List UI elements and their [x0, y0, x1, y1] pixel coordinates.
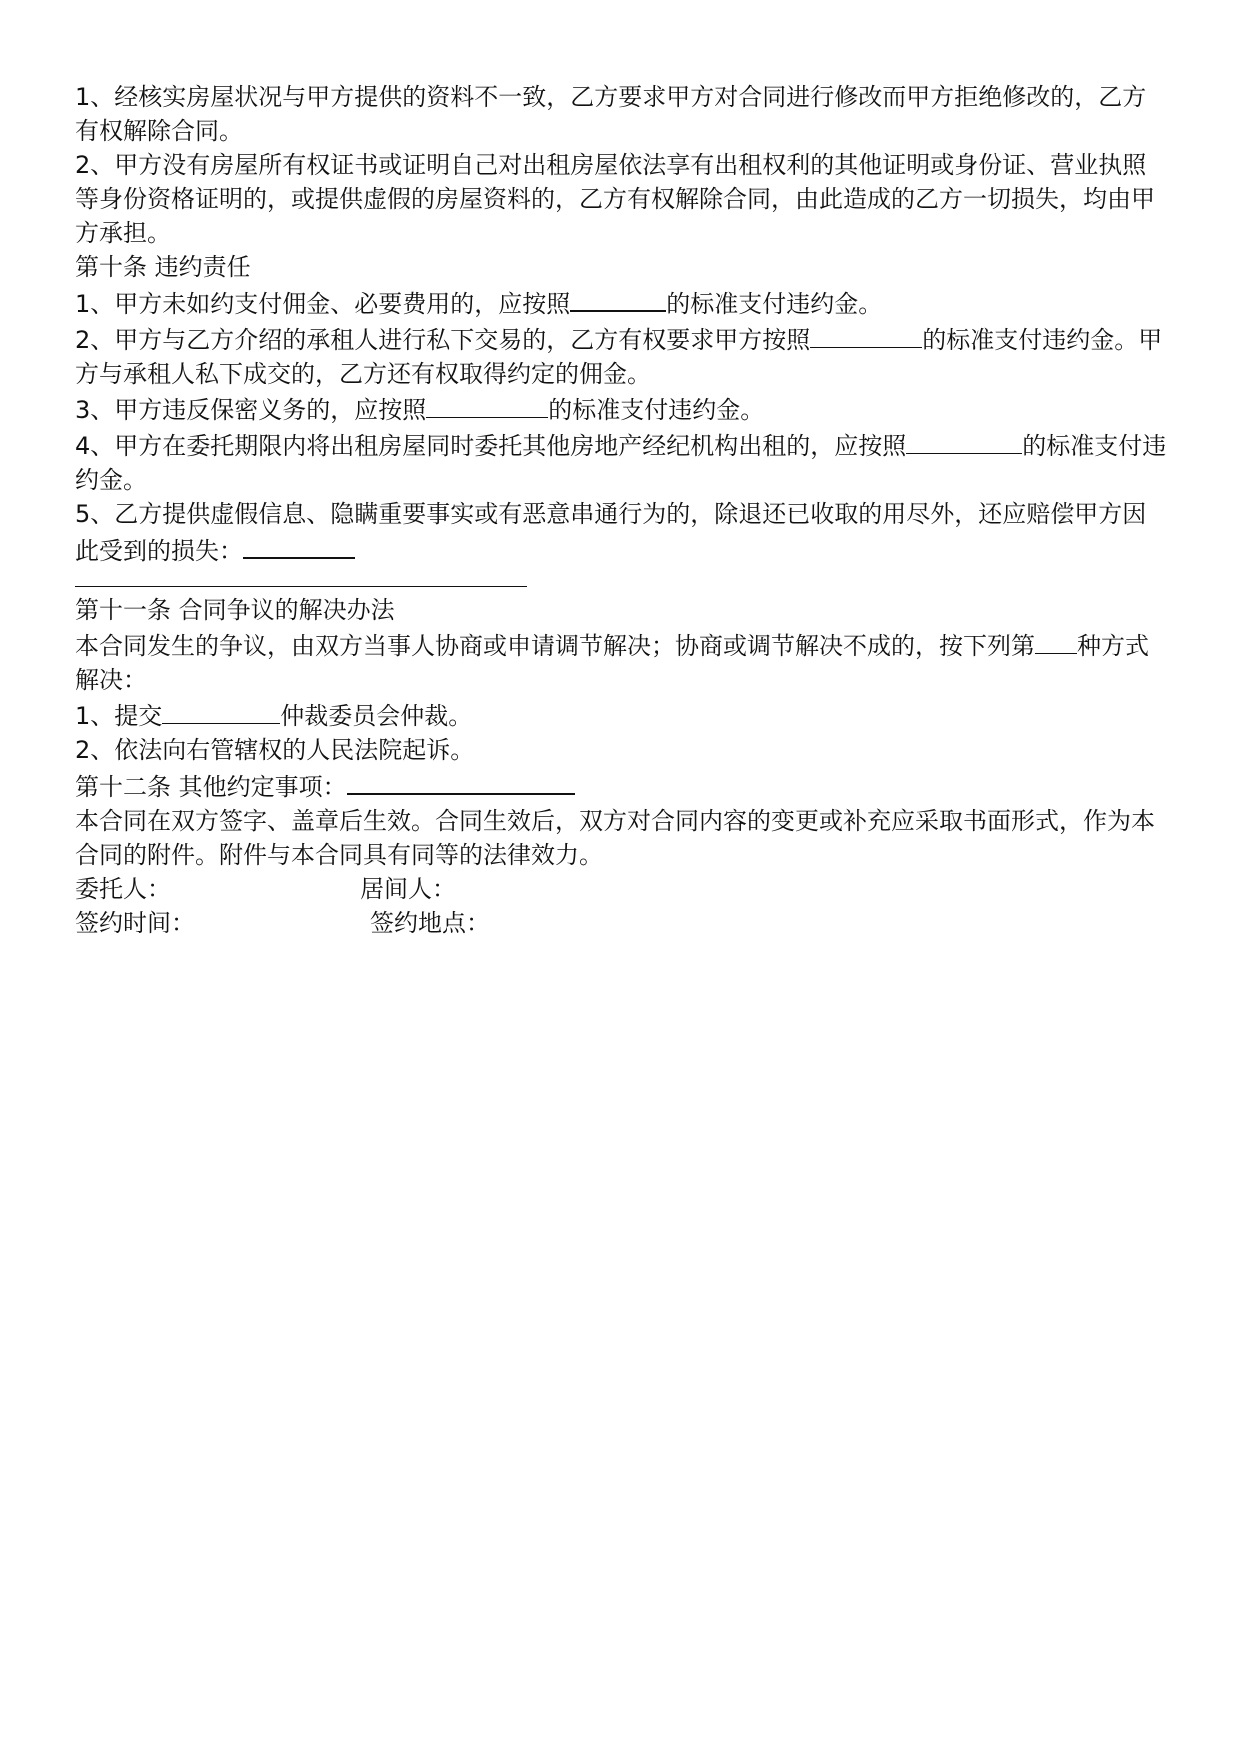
article-11-item-1: [75, 697, 1170, 733]
article-10-item-4-suffix: 的标准支付违约金。: [75, 432, 1167, 494]
fill-blank-line: [810, 321, 922, 348]
fill-blank-line: [1035, 627, 1077, 654]
article-10-item-1: [75, 284, 1170, 321]
article-10-item-4-text: 4、甲方在委托期限内将出租房屋同时委托其他房地产经纪机构出租的，应按照: [75, 432, 907, 460]
article-10-item-4: [75, 427, 1170, 497]
article-10-item-1-suffix: 的标准支付违约金。: [666, 290, 883, 318]
article-12-title: [75, 767, 1170, 804]
fill-blank-line: [426, 391, 548, 418]
article-10-title: 第十条 违约责任: [75, 253, 251, 281]
article-11-intro-suffix: 种方式解决：: [75, 632, 1149, 694]
article-11-title: 第十一条 合同争议的解决办法: [75, 596, 395, 624]
fill-blank-line: [162, 697, 280, 724]
article-10-item-1-text: 1、甲方未如约支付佣金、必要费用的，应按照: [75, 290, 571, 318]
article-10-item-2-suffix: 的标准支付违约金。甲方与承租人私下成交的，乙方还有权取得约定的佣金。: [75, 326, 1163, 388]
article-10-item-3-text: 3、甲方违反保密义务的，应按照: [75, 396, 427, 424]
signature-row-time-place: [75, 906, 1170, 940]
article-11-intro: [75, 627, 1170, 697]
fill-blank-line: [347, 767, 575, 795]
termination-item-2: 2、甲方没有房屋所有权证书或证明自己对出租房屋依法享有出租权利的其他证明或身份证、营业执照等身份资格证明的，或提供虚假的房屋资料的，乙方有权解除合同，由此造成的乙方一切损失，均由甲方承担。: [75, 151, 1155, 247]
termination-item-1: 1、经核实房屋状况与甲方提供的资料不一致，乙方要求甲方对合同进行修改而甲方拒绝修改的，乙方有权解除合同。: [75, 83, 1147, 145]
separator-line: [75, 586, 527, 587]
fill-blank-line: [243, 531, 355, 559]
document-page: [75, 80, 1170, 940]
fill-blank-line: [906, 427, 1022, 454]
sign-place-label: 签约地点：: [370, 909, 490, 937]
article-11-item-1-suffix: 仲裁委员会仲裁。: [280, 702, 473, 730]
intermediary-label: 居间人：: [360, 875, 456, 903]
article-11-intro-text: 本合同发生的争议，由双方当事人协商或申请调节解决；协商或调节解决不成的，按下列第: [75, 632, 1035, 660]
principal-label: 委托人：: [75, 875, 171, 903]
article-11-item-1-text: 1、提交: [75, 702, 163, 730]
article-11-item-2: 2、依法向右管辖权的人民法院起诉。: [75, 736, 475, 764]
article-10-item-2-text: 2、甲方与乙方介绍的承租人进行私下交易的，乙方有权要求甲方按照: [75, 326, 811, 354]
article-10-item-5-text: 5、乙方提供虚假信息、隐瞒重要事实或有恶意串通行为的，除退还已收取的用尽外，还应赔偿甲方因此受到的损失：: [75, 500, 1147, 565]
article-10-item-2: [75, 321, 1170, 391]
article-12-title-text: 第十二条 其他约定事项：: [75, 773, 347, 801]
signature-row-parties: [75, 872, 1170, 906]
fill-blank-line: [570, 284, 666, 312]
sign-time-label: 签约时间：: [75, 909, 195, 937]
article-10-item-5: [75, 497, 1170, 568]
article-12-body: 本合同在双方签字、盖章后生效。合同生效后，双方对合同内容的变更或补充应采取书面形式，作为本合同的附件。附件与本合同具有同等的法律效力。: [75, 807, 1155, 869]
article-10-item-3-suffix: 的标准支付违约金。: [548, 396, 765, 424]
article-10-item-3: [75, 391, 1170, 427]
